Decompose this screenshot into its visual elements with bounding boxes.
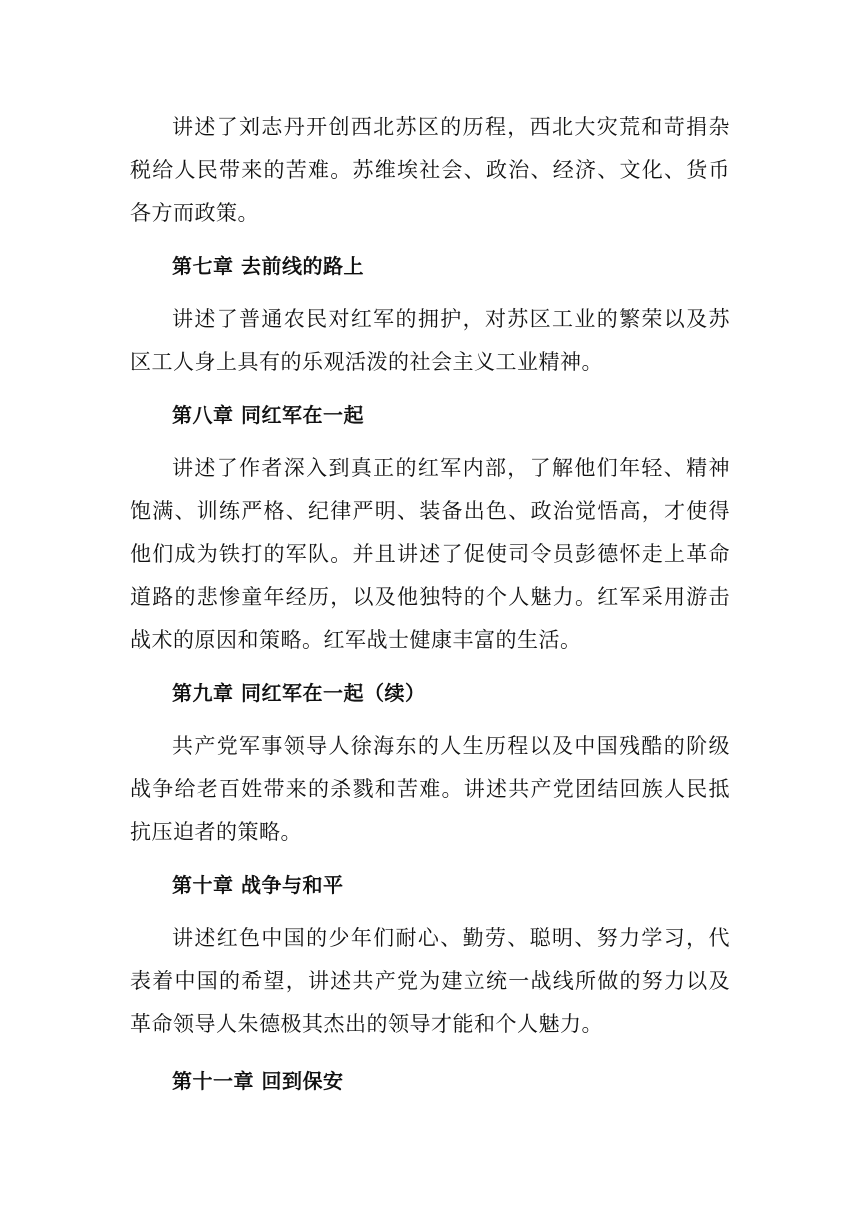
chapter-7-heading: 第七章 去前线的路上 <box>172 254 364 278</box>
chapter-11-heading: 第十一章 回到保安 <box>172 1069 344 1093</box>
chapter-7-paragraph: 讲述了普通农民对红军的拥护，对苏区工业的繁荣以及苏区工人身上具有的乐观活泼的社会主义工业精神。 <box>130 307 730 374</box>
document-body <box>130 106 730 1103</box>
chapter-8-paragraph: 讲述了作者深入到真正的红军内部，了解他们年轻、精神饱满、训练严格、纪律严明、装备出色、政治觉悟高，才使得他们成为铁打的军队。并且讲述了促使司令员彭德怀走上革命道路的悲惨童年经历，以及他独特的个人魅力。红军采用游击战术的原因和策略。红军战士健康丰富的生活。 <box>130 456 730 652</box>
chapter-9-heading: 第九章 同红军在一起（续） <box>172 681 426 705</box>
chapter-10-heading: 第十章 战争与和平 <box>172 873 344 897</box>
chapter-10-paragraph: 讲述红色中国的少年们耐心、勤劳、聪明、努力学习，代表着中国的希望，讲述共产党为建立统一战线所做的努力以及革命领导人朱德极其杰出的领导才能和个人魅力。 <box>130 926 730 1036</box>
chapter-9-paragraph: 共产党军事领导人徐海东的人生历程以及中国残酷的阶级战争给老百姓带来的杀戮和苦难。讲述共产党团结回族人民抵抗压迫者的策略。 <box>130 734 730 844</box>
paragraph-northwest-soviet: 讲述了刘志丹开创西北苏区的历程，西北大灾荒和苛捐杂税给人民带来的苦难。苏维埃社会、政治、经济、文化、货币各方而政策。 <box>130 115 730 225</box>
chapter-8-heading: 第八章 同红军在一起 <box>172 403 364 427</box>
